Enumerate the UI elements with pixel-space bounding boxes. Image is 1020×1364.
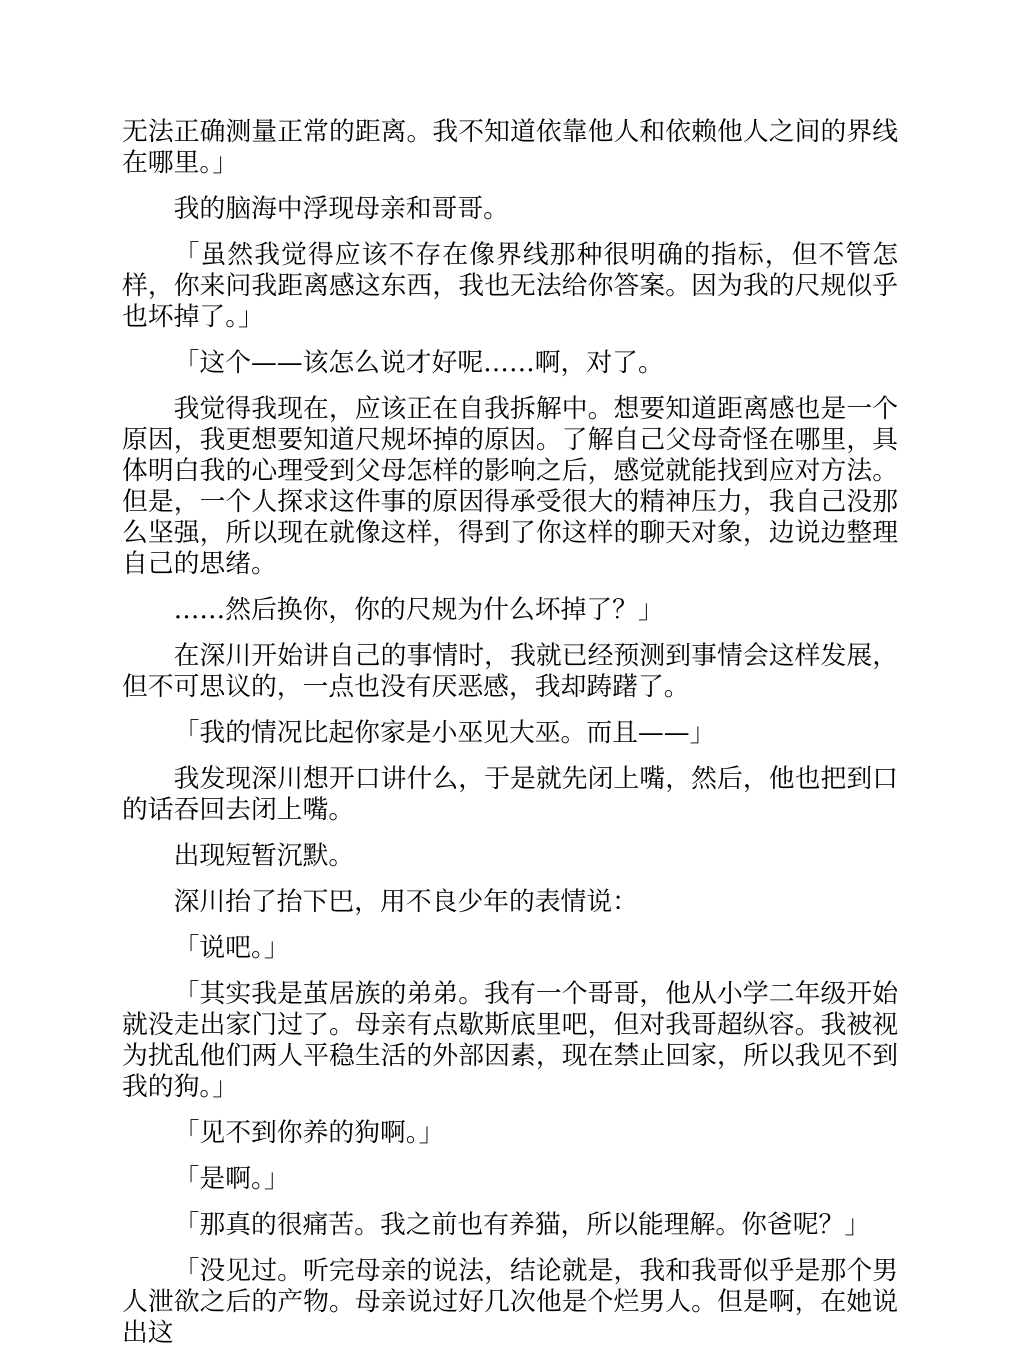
paragraph: 「是啊。」 (173, 1164, 290, 1194)
paragraph: ……然后换你，你的尺规为什么坏掉了？」 (173, 595, 664, 625)
paragraph: 无法正确测量正常的距离。我不知道依靠他人和依赖他人之间的界线在哪里。」 (122, 117, 898, 178)
paragraph: 出现短暂沉默。 (173, 841, 355, 871)
paragraph: 「虽然我觉得应该不存在像界线那种很明确的指标，但不管怎样，你来问我距离感这东西，我也无法给你答案。因为我的尺规似乎也坏掉了。」 (122, 240, 898, 332)
page-body (122, 117, 898, 1364)
paragraph: 「说吧。」 (173, 933, 290, 963)
paragraph: 「这个——该怎么说才好呢……啊，对了。 (173, 348, 664, 378)
paragraph: 「其实我是茧居族的弟弟。我有一个哥哥，他从小学二年级开始就没走出家门过了。母亲有点歇斯底里吧，但对我哥超纵容。我被视为扰乱他们两人平稳生活的外部因素，现在禁止回家，所以我见不到我的狗。」 (122, 979, 898, 1102)
paragraph: 「我的情况比起你家是小巫见大巫。而且——」 (173, 718, 716, 748)
paragraph: 「见不到你养的狗啊。」 (173, 1118, 445, 1148)
paragraph: 「没见过。听完母亲的说法，结论就是，我和我哥似乎是那个男人泄欲之后的产物。母亲说过好几次他是个烂男人。但是啊，在她说出这 (122, 1256, 898, 1348)
paragraph: 我发现深川想开口讲什么，于是就先闭上嘴，然后，他也把到口的话吞回去闭上嘴。 (122, 764, 898, 825)
paragraph: 我的脑海中浮现母亲和哥哥。 (173, 194, 509, 224)
paragraph: 「那真的很痛苦。我之前也有养猫，所以能理解。你爸呢？」 (173, 1210, 871, 1240)
paragraph: 深川抬了抬下巴，用不良少年的表情说： (173, 887, 638, 917)
paragraph: 在深川开始讲自己的事情时，我就已经预测到事情会这样发展，但不可思议的，一点也没有厌恶感，我却踌躇了。 (122, 641, 898, 702)
paragraph: 我觉得我现在，应该正在自我拆解中。想要知道距离感也是一个原因，我更想要知道尺规坏掉的原因。了解自己父母奇怪在哪里，具体明白我的心理受到父母怎样的影响之后，感觉就能找到应对方法。但是，一个人探求这件事的原因得承受很大的精神压力，我自己没那么坚强，所以现在就像这样，得到了你这样的聊天对象，边说边整理自己的思绪。 (122, 394, 898, 579)
